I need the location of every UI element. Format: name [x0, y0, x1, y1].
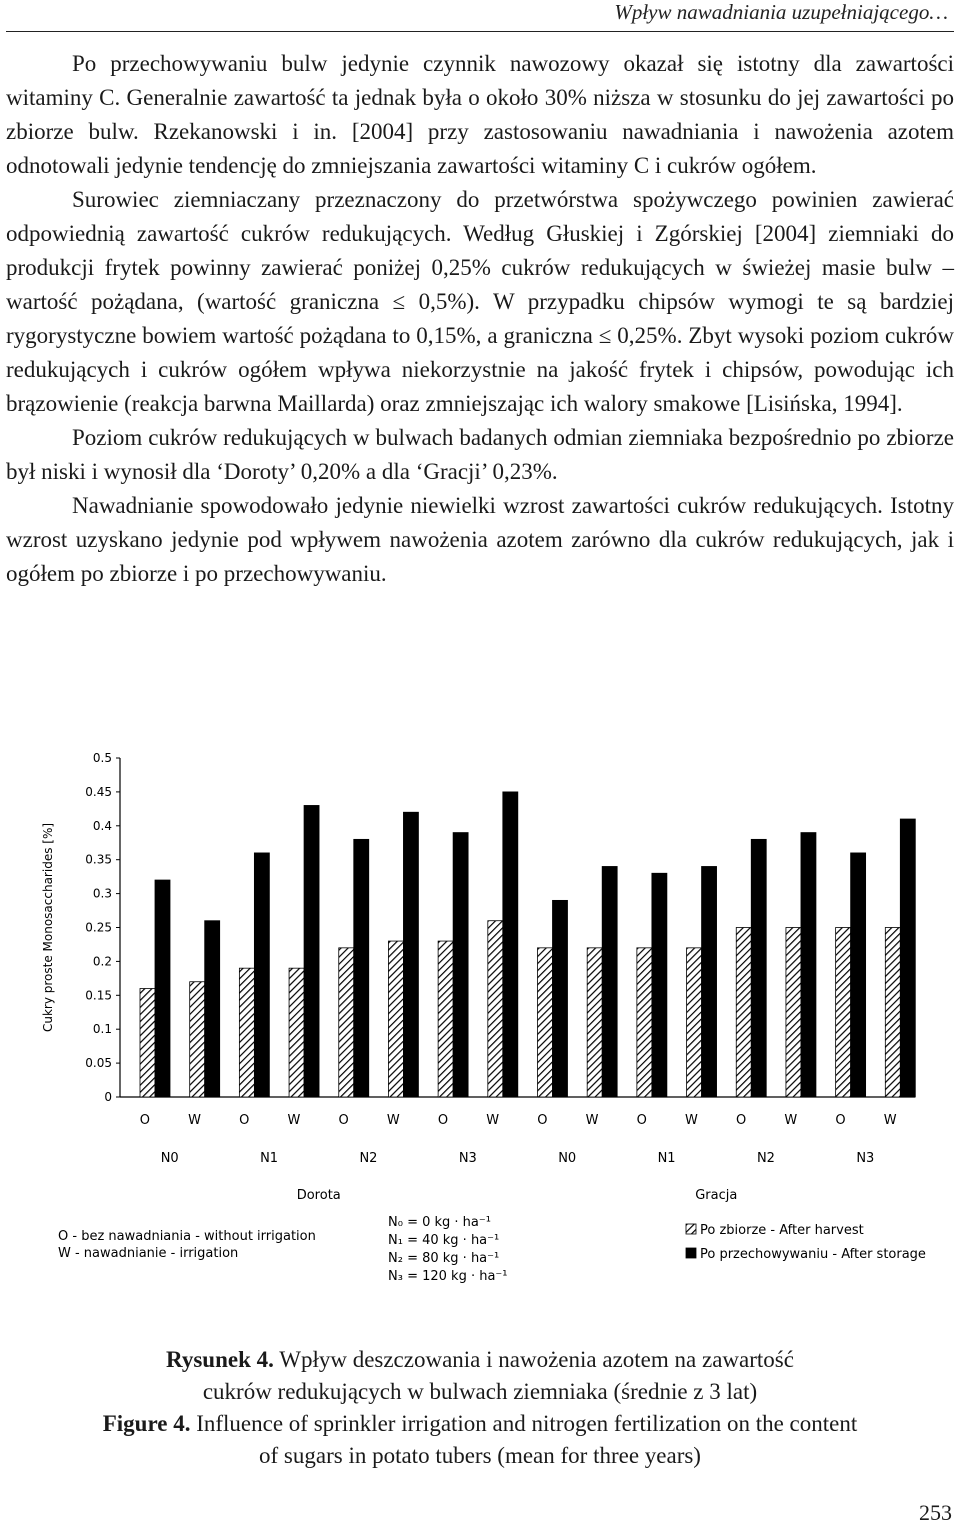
figure-caption	[0, 1344, 960, 1472]
y-tick-label: 0.45	[85, 784, 112, 799]
y-tick-label: 0.4	[92, 818, 112, 833]
legend-irrigation-text: O - bez nawadniania - without irrigation	[58, 1229, 316, 1244]
bar-after-storage	[751, 839, 766, 1097]
legend-series-label: Po zbiorze - After harvest	[700, 1223, 864, 1238]
legend-nitrogen-text: N₃ = 120 kg · ha⁻¹	[388, 1269, 508, 1284]
caption-en-text-2: of sugars in potato tubers (mean for three years)	[259, 1443, 701, 1468]
y-tick-label: 0.5	[92, 751, 112, 765]
bar-after-harvest	[339, 948, 354, 1097]
y-tick-label: 0.05	[85, 1056, 112, 1071]
paragraph-3: Poziom cukrów redukujących w bulwach badanych odmian ziemniaka bezpośrednio po zbiorze był niski i wynosił dla ‘Doroty’ 0,20% a dla ‘Gracji’ 0,23%.	[6, 425, 954, 484]
y-tick-label: 0.35	[85, 852, 112, 867]
paragraph-1: Po przechowywaniu bulw jedynie czynnik nawozowy okazał się istotny dla zawartości witaminy C. Generalnie zawartość ta jednak była o około 30% niższa w stosunku do jej zawartości po zbiorze bulw. Rzekanowski i in. [2004] przy zastosowaniu nawadniania i nawożenia azotem odnotowali jedynie tendencję do zmniejszania zawartości witaminy C i cukrów ogółem.	[6, 51, 954, 178]
bar-after-harvest	[786, 928, 801, 1098]
caption-pl-line-1	[0, 1344, 960, 1376]
x-group-label-nitrogen: N1	[260, 1151, 279, 1166]
bar-after-harvest	[239, 968, 254, 1097]
x-group-label-nitrogen: N0	[160, 1151, 179, 1166]
bar-after-storage	[801, 833, 816, 1097]
legend-nitrogen-text: N₂ = 80 kg · ha⁻¹	[388, 1251, 500, 1266]
bar-after-storage	[602, 866, 617, 1097]
y-axis-label: Cukry proste Monosaccharides [%]	[41, 822, 55, 1033]
x-tick-label-irrigation: W	[287, 1113, 301, 1128]
bar-after-storage	[652, 873, 667, 1097]
figure-4-chart	[30, 742, 930, 1302]
x-tick-label-irrigation: O	[139, 1113, 150, 1128]
header-rule	[6, 31, 954, 32]
bar-after-storage	[254, 853, 269, 1097]
bar-after-harvest	[885, 928, 900, 1098]
bar-after-harvest	[388, 941, 403, 1097]
paragraph-2: Surowiec ziemniaczany przeznaczony do przetwórstwa spożywczego powinien zawierać odpowiednią zawartość cukrów redukujących. Według Głuskiej i Zgórskiej [2004] ziemniaki do produkcji frytek powinny zawierać poniżej 0,25% cukrów redukujących w świeżej masie bulw – wartość pożądana, (wartość graniczna ≤ 0,5%). W przypadku chipsów wymogi te są bardziej rygorystyczne bowiem wartość pożądana to 0,15%, a graniczna ≤ 0,25%. Zbyt wysoki poziom cukrów redukujących i cukrów ogółem wpływa niekorzystnie na jakość frytek i chipsów, powodując ich brązowienie (reakcja barwna Maillarda) oraz zmniejszając ich walory smakowe [Lisińska, 1994].	[6, 187, 954, 416]
y-tick-label: 0.15	[85, 988, 112, 1003]
x-tick-label-irrigation: W	[585, 1113, 599, 1128]
y-tick-label: 0.2	[92, 954, 112, 969]
x-tick-label-irrigation: O	[537, 1113, 548, 1128]
running-header	[0, 0, 960, 44]
bar-after-harvest	[289, 968, 304, 1097]
page-number: 253	[919, 1500, 952, 1525]
x-tick-label-irrigation: O	[338, 1113, 349, 1128]
x-group-label-nitrogen: N0	[558, 1151, 577, 1166]
bar-after-storage	[900, 819, 915, 1097]
y-tick-label: 0.1	[92, 1022, 112, 1037]
bar-after-storage	[503, 792, 518, 1097]
bar-after-harvest	[736, 928, 751, 1098]
legend-series-label: Po przechowywaniu - After storage	[700, 1247, 926, 1262]
bar-after-harvest	[836, 928, 851, 1098]
x-group-label-nitrogen: N3	[458, 1151, 477, 1166]
x-tick-label-irrigation: O	[636, 1113, 647, 1128]
x-tick-label-irrigation: W	[386, 1113, 400, 1128]
caption-pl-text-2: cukrów redukujących w bulwach ziemniaka (średnie z 3 lat)	[202, 1379, 758, 1404]
bar-after-storage	[702, 866, 717, 1097]
y-tick-label: 0.3	[92, 886, 112, 901]
bar-after-storage	[155, 880, 170, 1097]
bar-after-harvest	[637, 948, 652, 1097]
bar-after-harvest	[687, 948, 702, 1097]
y-tick-label: 0.25	[85, 920, 112, 935]
bar-after-harvest	[438, 941, 453, 1097]
x-tick-label-irrigation: W	[684, 1113, 698, 1128]
x-tick-label-irrigation: O	[835, 1113, 846, 1128]
x-tick-label-irrigation: O	[735, 1113, 747, 1128]
bar-after-storage	[304, 805, 319, 1097]
bar-after-storage	[403, 812, 418, 1097]
x-group-label-nitrogen: N2	[359, 1151, 378, 1166]
legend-nitrogen-text: N₀ = 0 kg · ha⁻¹	[388, 1215, 491, 1230]
caption-pl-label: Rysunek 4.	[166, 1347, 274, 1372]
bar-after-harvest	[190, 982, 205, 1097]
x-variety-label: Dorota	[296, 1188, 341, 1203]
bar-after-storage	[205, 921, 220, 1097]
caption-en-label: Figure 4.	[102, 1411, 191, 1436]
bar-after-harvest	[538, 948, 553, 1097]
x-group-label-nitrogen: N1	[657, 1151, 676, 1166]
bar-after-storage	[851, 853, 866, 1097]
legend-swatch	[686, 1248, 696, 1258]
x-group-label-nitrogen: N3	[856, 1151, 875, 1166]
x-tick-label-irrigation: W	[784, 1113, 798, 1128]
legend-irrigation-text: W - nawadnianie - irrigation	[58, 1246, 239, 1261]
x-tick-label-irrigation: O	[437, 1113, 449, 1128]
caption-en-text-1: Influence of sprinkler irrigation and nitrogen fertilization on the content	[196, 1411, 858, 1436]
x-tick-label-irrigation: W	[188, 1113, 201, 1128]
body-text	[6, 47, 954, 591]
running-title: Wpływ nawadniania uzupełniającego…	[614, 0, 948, 24]
x-tick-label-irrigation: W	[883, 1113, 897, 1128]
caption-en-line-1	[0, 1408, 960, 1440]
legend-nitrogen-text: N₁ = 40 kg · ha⁻¹	[388, 1233, 500, 1248]
y-tick-label: 0	[104, 1090, 112, 1104]
paragraph-4: Nawadnianie spowodowało jedynie niewielki wzrost zawartości cukrów redukujących. Istotny wzrost uzyskano jedynie pod wpływem nawożenia azotem zarówno dla cukrów redukujących, jak i ogółem po zbiorze i po przechowywaniu.	[6, 493, 954, 586]
bar-chart	[30, 742, 930, 1302]
x-group-label-nitrogen: N2	[756, 1151, 775, 1166]
bar-after-storage	[553, 900, 568, 1097]
x-tick-label-irrigation: W	[486, 1113, 500, 1128]
caption-pl-text-1: Wpływ deszczowania i nawożenia azotem na zawartość	[279, 1347, 794, 1372]
bar-after-harvest	[488, 921, 503, 1097]
bar-after-storage	[354, 839, 369, 1097]
bar-after-harvest	[587, 948, 602, 1097]
x-tick-label-irrigation: O	[239, 1113, 250, 1128]
legend-swatch	[686, 1224, 696, 1234]
bar-after-storage	[453, 833, 468, 1097]
bar-after-harvest	[140, 989, 155, 1097]
x-variety-label: Gracja	[695, 1188, 738, 1203]
